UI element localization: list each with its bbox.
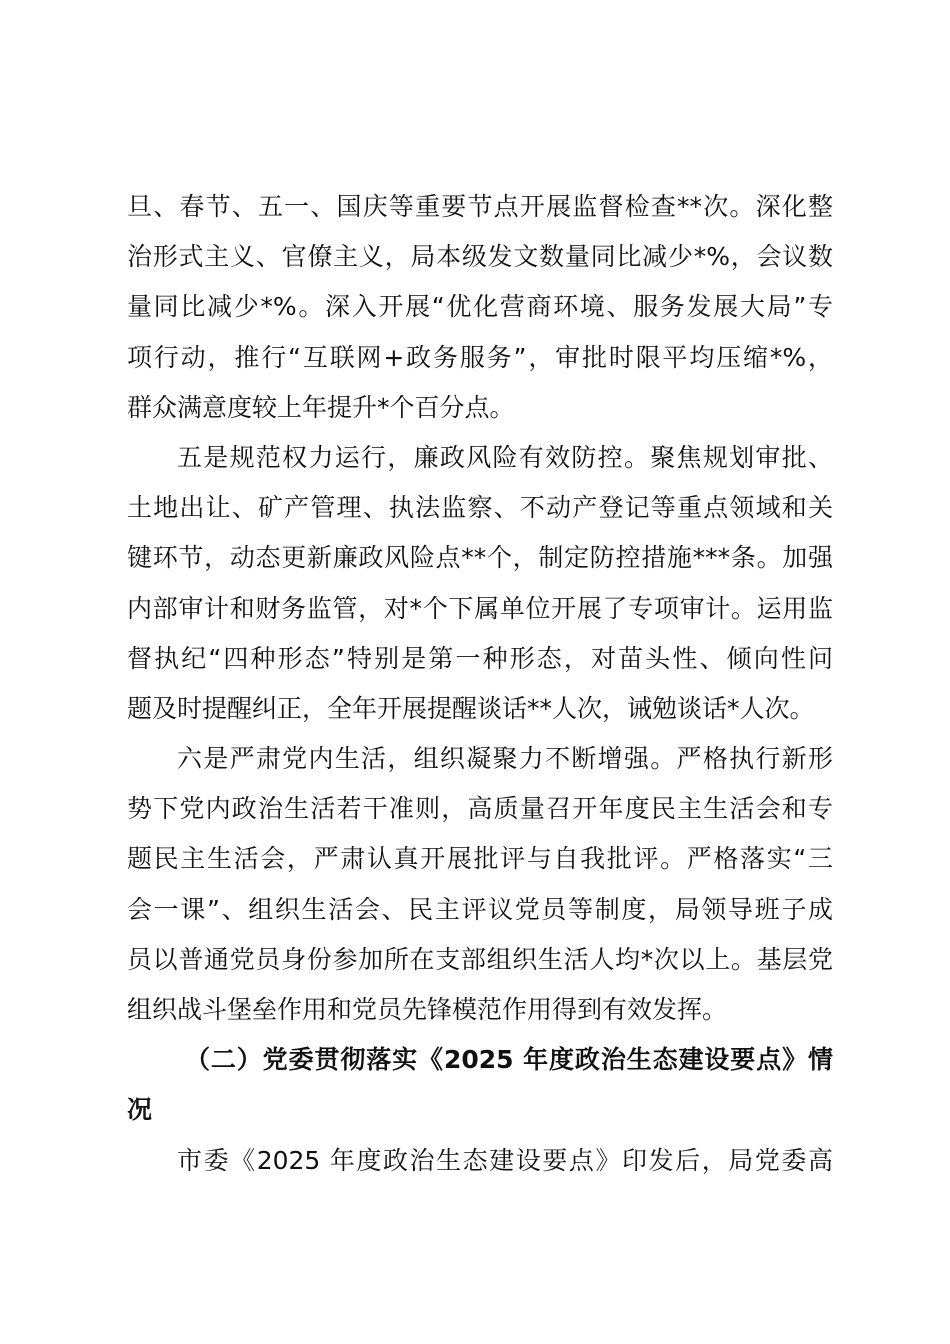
- text-line: 内部审计和财务监管，对*个下属单位开展了专项审计。运用监: [127, 593, 833, 623]
- section-heading: [127, 1035, 833, 1135]
- text-line: 员以普通党员身份参加所在支部组织生活人均*次以上。基层党: [127, 944, 833, 974]
- text-line: 题民主生活会，严肃认真开展批评与自我批评。严格落实“三: [127, 844, 833, 874]
- text-line: 督执纪“四种形态”特别是第一种形态，对苗头性、倾向性问: [127, 643, 833, 673]
- text-line: 量同比减少*%。深入开展“优化营商环境、服务发展大局”专: [127, 292, 833, 322]
- text-line: 五是规范权力运行，廉政风险有效防控。聚焦规划审批、: [177, 442, 833, 472]
- text-line: 题及时提醒纠正，全年开展提醒谈话**人次，诫勉谈话*人次。: [127, 693, 815, 723]
- text-line: 市委《2025 年度政治生态建设要点》印发后，局党委高: [177, 1145, 833, 1175]
- text-line: 键环节，动态更新廉政风险点**个，制定防控措施***条。加强: [127, 543, 833, 573]
- text-line: 组织战斗堡垒作用和党员先锋模范作用得到有效发挥。: [127, 995, 728, 1024]
- text-line: 势下党内政治生活若干准则，高质量召开年度民主生活会和专: [127, 794, 833, 824]
- text-line: 群众满意度较上年提升*个百分点。: [127, 392, 515, 422]
- text-line: 项行动，推行“互联网+政务服务”，审批时限平均压缩*%，: [127, 342, 833, 372]
- text-line: 土地出让、矿产管理、执法监察、不动产登记等重点领域和关: [127, 493, 833, 523]
- text-line: 会一课”、组织生活会、民主评议党员等制度，局领导班子成: [127, 894, 833, 924]
- heading-line: 况: [127, 1095, 153, 1125]
- paragraph-party-life: [127, 734, 833, 1035]
- document-page: [127, 182, 833, 1186]
- text-line: 旦、春节、五一、国庆等重要节点开展监督检查**次。深化整: [127, 192, 833, 221]
- text-line: 六是严肃党内生活，组织凝聚力不断增强。严格执行新形: [177, 744, 833, 774]
- paragraph-power-regulation: [127, 433, 833, 734]
- paragraph-holiday-supervision: [127, 182, 833, 433]
- heading-line: （二）党委贯彻落实《2025 年度政治生态建设要点》情: [185, 1045, 833, 1075]
- text-line: 治形式主义、官僚主义，局本级发文数量同比减少*%，会议数: [127, 242, 833, 272]
- paragraph-municipal-committee: [127, 1136, 833, 1186]
